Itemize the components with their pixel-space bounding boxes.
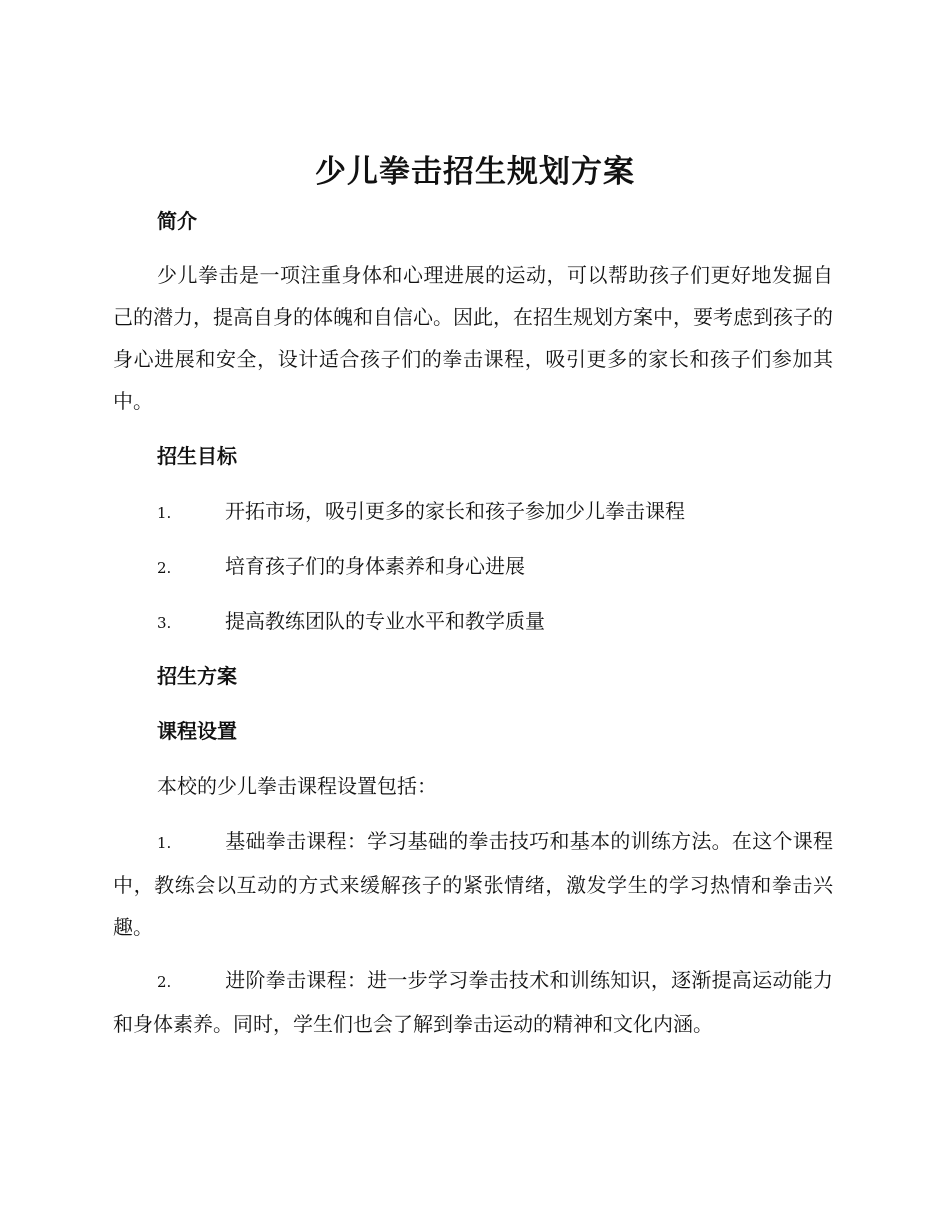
course-intro: 本校的少儿拳击课程设置包括：	[157, 774, 437, 798]
course-number: 2.	[157, 973, 172, 991]
course-number: 1.	[157, 834, 172, 852]
goal-number: 1.	[157, 504, 172, 522]
goal-item	[113, 490, 833, 534]
goal-number: 3.	[157, 614, 172, 632]
intro-heading: 简介	[157, 209, 197, 233]
goal-item	[113, 600, 833, 644]
goals-heading: 招生目标	[157, 444, 237, 468]
course-item	[113, 959, 833, 1045]
document-title: 少儿拳击招生规划方案	[315, 154, 635, 190]
goal-item	[113, 545, 833, 589]
course-text: 进阶拳击课程：进一步学习拳击技术和训练知识，逐渐提高运动能力和身体素养。同时，学生们也会了解到拳击运动的精神和文化内涵。	[113, 968, 833, 1036]
intro-paragraph: 少儿拳击是一项注重身体和心理进展的运动，可以帮助孩子们更好地发掘自己的潜力，提高自身的体魄和自信心。因此，在招生规划方案中，要考虑到孩子的身心进展和安全，设计适合孩子们的拳击课程，吸引更多的家长和孩子们参加其中。	[113, 263, 833, 413]
course-text: 基础拳击课程：学习基础的拳击技巧和基本的训练方法。在这个课程中，教练会以互动的方式来缓解孩子的紧张情绪，激发学生的学习热情和拳击兴趣。	[113, 829, 833, 939]
goal-text: 培育孩子们的身体素养和身心进展	[225, 554, 525, 578]
course-heading: 课程设置	[157, 719, 237, 743]
goal-text: 开拓市场，吸引更多的家长和孩子参加少儿拳击课程	[225, 499, 685, 523]
course-item	[113, 820, 833, 948]
plan-heading: 招生方案	[157, 664, 237, 688]
goal-text: 提高教练团队的专业水平和教学质量	[225, 609, 545, 633]
goal-number: 2.	[157, 559, 172, 577]
